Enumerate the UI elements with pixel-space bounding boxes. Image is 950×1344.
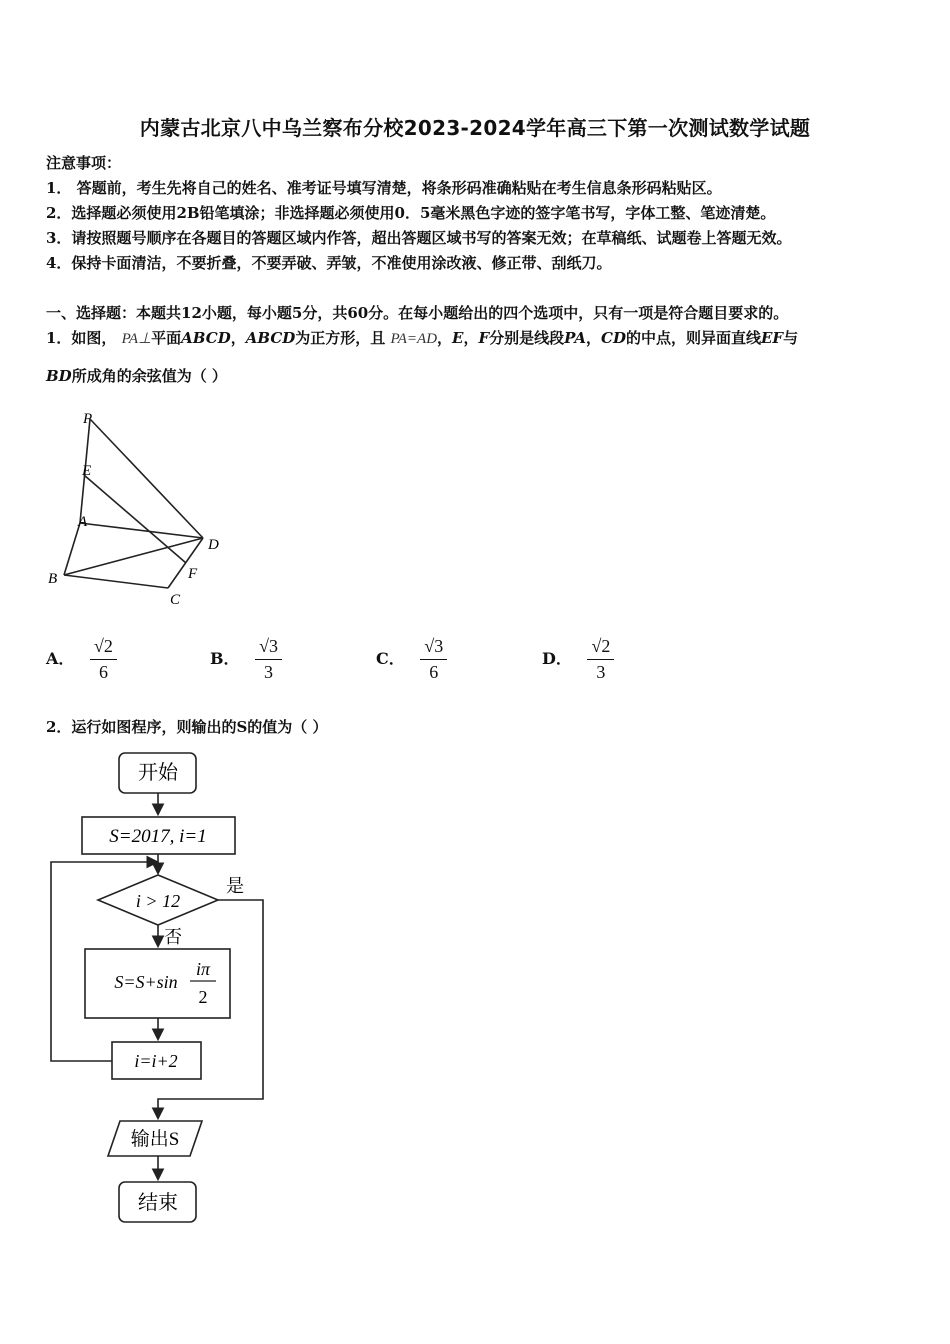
note-item: 2．选择题必须使用2B铅笔填涂；非选择题必须使用0．5毫米黑色字迹的签字笔书写，字体工整、笔迹清楚。	[46, 204, 776, 222]
label-c: C	[170, 592, 181, 608]
option-b[interactable]: B． $\frac{√3}{3}$	[210, 636, 282, 683]
flow-cond-label: i > 12	[135, 891, 181, 911]
edge-pd	[90, 419, 203, 538]
flowchart	[40, 745, 280, 1235]
question-1-line1: 1．如图， PA⊥平面ABCD，ABCD为正方形，且 PA=AD，E，F分别是线段PA，CD的中点，则异面直线EF与	[46, 329, 799, 347]
flow-body-label: S=S+sin	[114, 972, 178, 992]
option-c[interactable]: C． $\frac{√3}{6}$	[376, 636, 447, 683]
edge-bd	[64, 538, 203, 575]
question-2-text: 2．运行如图程序，则输出的S的值为（ ）	[46, 718, 328, 736]
page-title: 内蒙古北京八中乌兰察布分校2023-2024学年高三下第一次测试数学试题	[139, 116, 811, 140]
flow-body-den: 2	[198, 987, 208, 1007]
label-a: A	[78, 514, 88, 530]
flow-init-label: S=2017, i=1	[109, 826, 207, 847]
flow-no-label: 否	[164, 927, 182, 947]
flow-output-label: 输出S	[130, 1129, 180, 1150]
option-a[interactable]: A． $\frac{√2}{6}$	[46, 636, 117, 683]
edge-ab	[64, 523, 80, 575]
flow-body-num: iπ	[195, 959, 211, 979]
segment-ef	[84, 475, 186, 563]
option-d[interactable]: D． $\frac{√2}{3}$	[542, 636, 614, 683]
label-f: F	[188, 566, 198, 582]
label-p: P	[83, 411, 93, 427]
notes-heading: 注意事项：	[46, 154, 122, 172]
section-heading: 一、选择题：本题共12小题，每小题5分，共60分。在每小题给出的四个选项中，只有一项是符合题目要求的。	[46, 304, 789, 322]
flow-start-label: 开始	[138, 762, 178, 784]
flow-end-label: 结束	[138, 1192, 178, 1214]
flow-yes-label: 是	[226, 876, 244, 896]
label-e: E	[82, 463, 92, 479]
pyramid-figure	[40, 405, 240, 620]
note-item: 4．保持卡面清洁，不要折叠，不要弄破、弄皱，不准使用涂改液、修正带、刮纸刀。	[46, 254, 612, 272]
label-d: D	[208, 537, 219, 553]
note-item: 3．请按照题号顺序在各题目的答题区域内作答，超出答题区域书写的答案无效；在草稿纸、试题卷上答题无效。	[46, 229, 792, 247]
question-1-line2: BD所成角的余弦值为（ ）	[46, 367, 227, 385]
label-b: B	[48, 571, 58, 587]
flow-incr-label: i=i+2	[134, 1051, 178, 1071]
edge-bc	[64, 575, 168, 588]
note-item: 1． 答题前，考生先将自己的姓名、准考证号填写清楚，将条形码准确粘贴在考生信息条形码粘贴区。	[46, 179, 722, 197]
